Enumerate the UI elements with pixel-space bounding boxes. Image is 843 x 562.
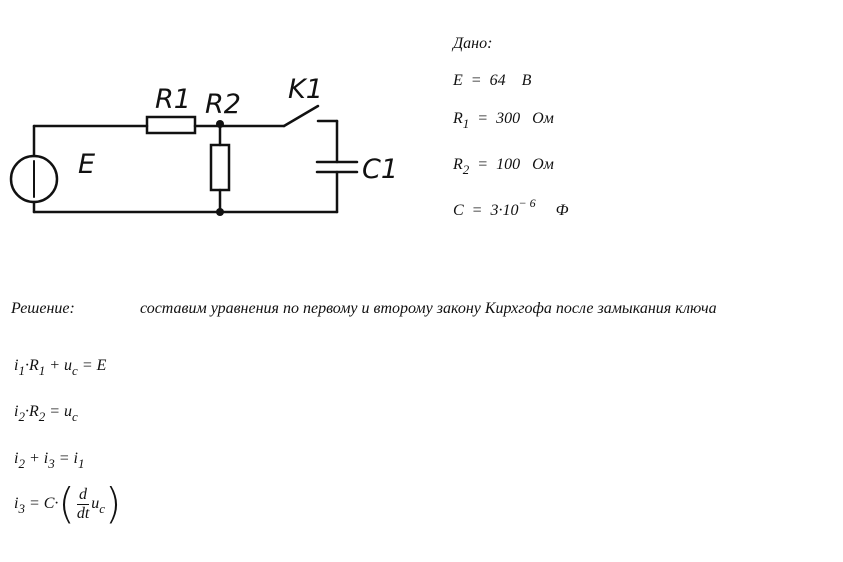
resistor-r2-symbol [211, 145, 229, 190]
junction-node-top [216, 120, 224, 128]
equation-2: $i_2\cdot R_2 = u_c$ [14, 403, 78, 424]
label-e: E [78, 149, 96, 180]
given-r1: $R_1 = 300$ Ом [453, 110, 554, 131]
junction-node-bottom [216, 208, 224, 216]
given-header: Дано: [453, 35, 493, 52]
resistor-r1-symbol [147, 117, 195, 133]
label-c1: C1 [362, 154, 399, 185]
solution-description: составим уравнения по первому и второму закону Кирхгофа после замыкания ключа [140, 300, 717, 317]
label-k1: K1 [288, 74, 323, 105]
given-r2: $R_2 = 100$ Ом [453, 156, 554, 177]
given-c: $C = 3\cdot 10^{- 6}$ Ф [453, 196, 569, 219]
equation-1: $i_1\cdot R_1 + u_c = E$ [14, 357, 107, 378]
equation-3: $i_2 + i_3 = i_1$ [14, 450, 85, 471]
label-r1: R1 [155, 84, 191, 115]
switch-k1-symbol [284, 106, 318, 126]
given-e: E = 64 В [453, 72, 532, 89]
label-r2: R2 [205, 89, 241, 120]
equation-4: $i_3 = C\cdot$( $\frac{d}{dt}$ $u_c$) [14, 479, 122, 528]
solution-label: Решение: [11, 300, 75, 317]
